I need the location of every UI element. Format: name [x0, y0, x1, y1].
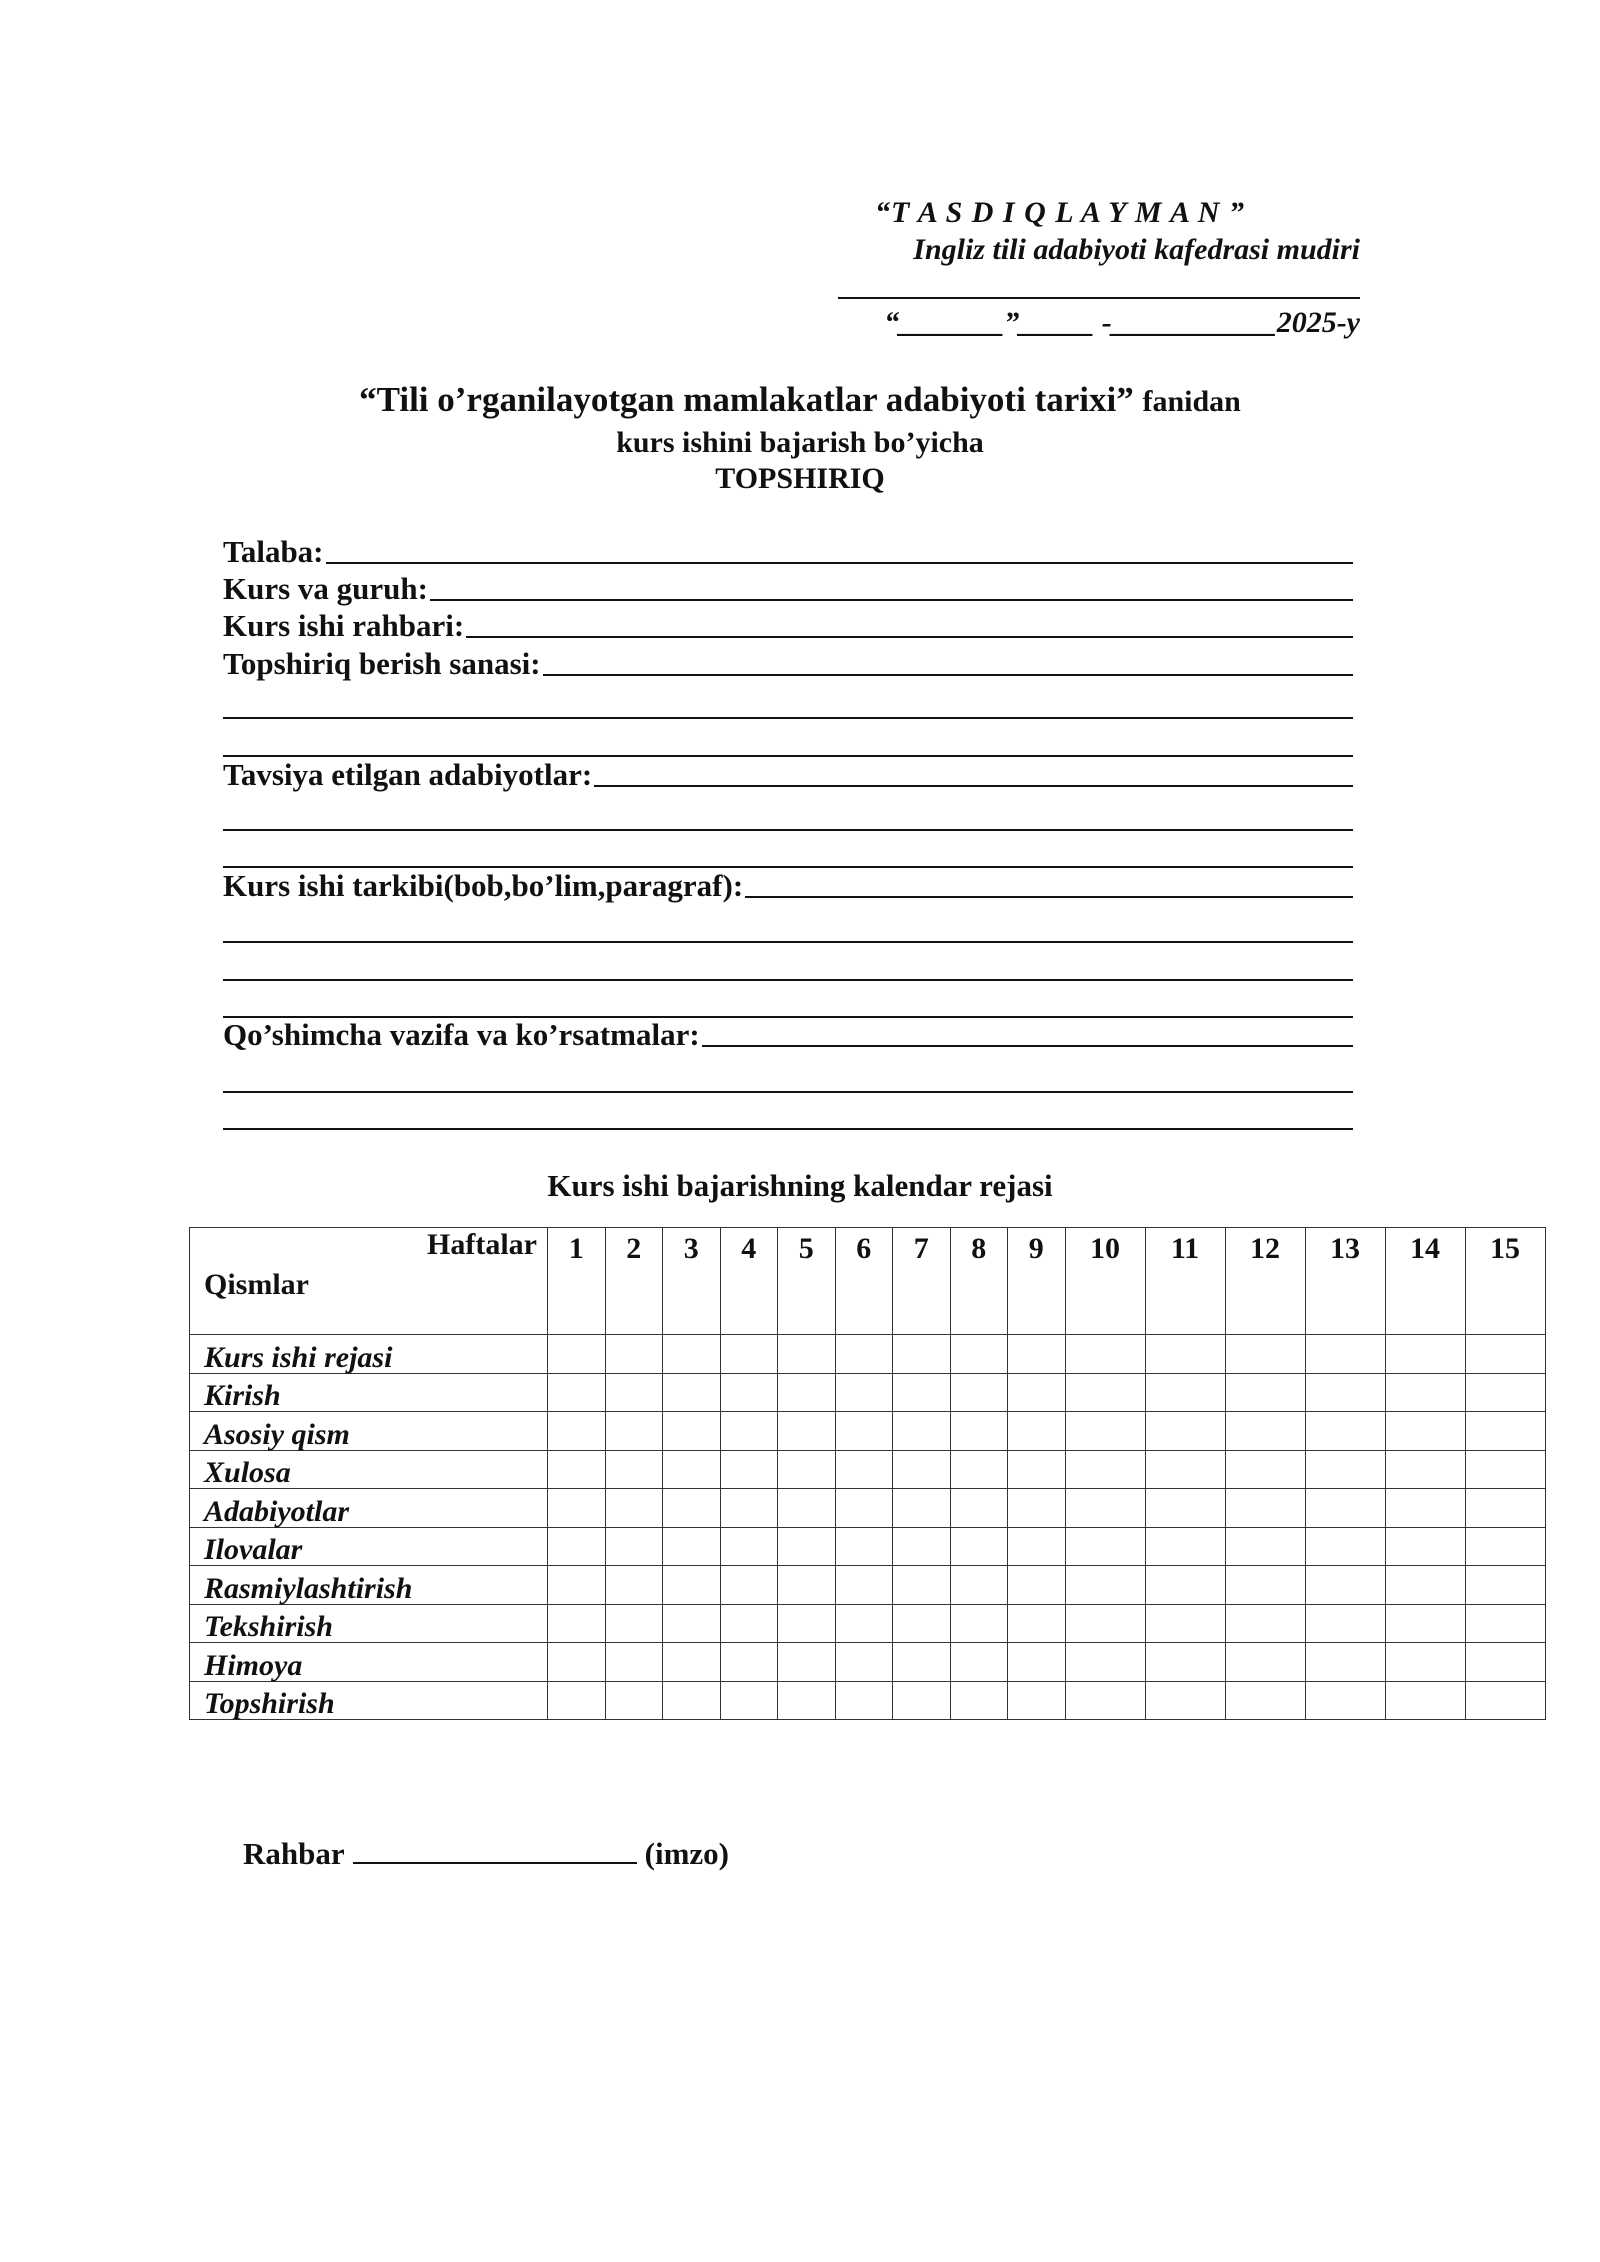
section-label: Kurs ishi rejasi — [190, 1335, 548, 1374]
schedule-cell[interactable] — [548, 1489, 606, 1528]
week-header-cell: 9 — [1008, 1228, 1066, 1335]
schedule-cell[interactable] — [1065, 1450, 1145, 1489]
signature-block — [243, 1836, 729, 1872]
schedule-cell[interactable] — [1225, 1681, 1305, 1720]
week-header-cell: 12 — [1225, 1228, 1305, 1335]
schedule-cell[interactable] — [720, 1412, 778, 1451]
schedule-cell[interactable] — [1385, 1489, 1465, 1528]
schedule-cell[interactable] — [1065, 1527, 1145, 1566]
schedule-cell[interactable] — [1385, 1527, 1465, 1566]
schedule-cell[interactable] — [1008, 1489, 1066, 1528]
schedule-cell[interactable] — [1145, 1489, 1225, 1528]
approval-date: “_______”_____ -___________2025-y — [884, 306, 1360, 339]
schedule-cell[interactable] — [1465, 1566, 1545, 1605]
field-literature-label: Tavsiya etilgan adabiyotlar: — [223, 757, 593, 792]
document-subject — [0, 380, 1600, 420]
section-label: Ilovalar — [190, 1527, 548, 1566]
signature-note: (imzo) — [644, 1836, 729, 1871]
field-additional-label: Qo’shimcha vazifa va ko’rsatmalar: — [223, 1017, 700, 1052]
schedule-cell[interactable] — [1305, 1335, 1385, 1374]
schedule-cell[interactable] — [1305, 1566, 1385, 1605]
schedule-cell[interactable] — [778, 1373, 836, 1412]
schedule-cell[interactable] — [835, 1681, 893, 1720]
schedule-cell[interactable] — [950, 1643, 1008, 1682]
schedule-cell[interactable] — [1465, 1373, 1545, 1412]
week-header-cell: 8 — [950, 1228, 1008, 1335]
schedule-cell[interactable] — [1465, 1681, 1545, 1720]
schedule-cell[interactable] — [950, 1681, 1008, 1720]
schedule-cell[interactable] — [720, 1489, 778, 1528]
schedule-cell[interactable] — [835, 1450, 893, 1489]
schedule-cell[interactable] — [950, 1335, 1008, 1374]
schedule-cell[interactable] — [893, 1450, 951, 1489]
schedule-cell[interactable] — [1065, 1643, 1145, 1682]
schedule-cell[interactable] — [548, 1643, 606, 1682]
calendar-row — [190, 1489, 1546, 1528]
schedule-cell[interactable] — [1305, 1527, 1385, 1566]
section-label: Xulosa — [190, 1450, 548, 1489]
schedule-cell[interactable] — [1145, 1335, 1225, 1374]
schedule-cell[interactable] — [605, 1604, 663, 1643]
schedule-cell[interactable] — [1065, 1335, 1145, 1374]
schedule-cell[interactable] — [950, 1489, 1008, 1528]
schedule-cell[interactable] — [1305, 1412, 1385, 1451]
schedule-cell[interactable] — [1465, 1335, 1545, 1374]
schedule-cell[interactable] — [548, 1527, 606, 1566]
approval-role: Ingliz tili adabiyoti kafedrasi mudiri — [913, 233, 1360, 266]
week-header-cell: 2 — [605, 1228, 663, 1335]
schedule-cell[interactable] — [1305, 1681, 1385, 1720]
schedule-cell[interactable] — [1465, 1643, 1545, 1682]
schedule-cell[interactable] — [1008, 1566, 1066, 1605]
schedule-cell[interactable] — [1145, 1643, 1225, 1682]
schedule-cell[interactable] — [663, 1643, 721, 1682]
schedule-cell[interactable] — [950, 1373, 1008, 1412]
calendar-corner-cell — [190, 1228, 548, 1335]
calendar-row — [190, 1373, 1546, 1412]
schedule-cell[interactable] — [1065, 1681, 1145, 1720]
schedule-cell[interactable] — [605, 1335, 663, 1374]
field-supervisor[interactable] — [223, 607, 1353, 644]
schedule-cell[interactable] — [835, 1527, 893, 1566]
schedule-cell[interactable] — [1225, 1643, 1305, 1682]
field-course-group-line[interactable] — [430, 599, 1353, 601]
schedule-cell[interactable] — [835, 1566, 893, 1605]
schedule-cell[interactable] — [663, 1604, 721, 1643]
schedule-cell[interactable] — [893, 1643, 951, 1682]
blank-line[interactable] — [223, 717, 1353, 719]
document-subtitle: kurs ishini bajarish bo’yicha — [616, 426, 984, 459]
schedule-cell[interactable] — [1008, 1412, 1066, 1451]
field-supervisor-line[interactable] — [466, 636, 1353, 638]
schedule-cell[interactable] — [720, 1604, 778, 1643]
schedule-cell[interactable] — [1145, 1412, 1225, 1451]
schedule-cell[interactable] — [720, 1643, 778, 1682]
section-label: Adabiyotlar — [190, 1489, 548, 1528]
schedule-cell[interactable] — [663, 1412, 721, 1451]
schedule-cell[interactable] — [1008, 1373, 1066, 1412]
field-issue-date[interactable] — [223, 645, 1353, 682]
week-header-cell: 15 — [1465, 1228, 1545, 1335]
schedule-cell[interactable] — [1465, 1527, 1545, 1566]
schedule-cell[interactable] — [720, 1527, 778, 1566]
schedule-cell[interactable] — [720, 1373, 778, 1412]
schedule-cell[interactable] — [663, 1373, 721, 1412]
schedule-cell[interactable] — [548, 1681, 606, 1720]
field-additional-line[interactable] — [702, 1045, 1353, 1047]
schedule-cell[interactable] — [1008, 1450, 1066, 1489]
field-student[interactable] — [223, 533, 1353, 570]
schedule-cell[interactable] — [1008, 1335, 1066, 1374]
schedule-cell[interactable] — [950, 1604, 1008, 1643]
schedule-cell[interactable] — [893, 1681, 951, 1720]
schedule-cell[interactable] — [950, 1412, 1008, 1451]
field-literature-line[interactable] — [594, 785, 1353, 787]
calendar-row — [190, 1566, 1546, 1605]
schedule-cell[interactable] — [835, 1489, 893, 1528]
week-header-cell: 6 — [835, 1228, 893, 1335]
schedule-cell[interactable] — [720, 1681, 778, 1720]
schedule-cell[interactable] — [1465, 1604, 1545, 1643]
schedule-cell[interactable] — [950, 1450, 1008, 1489]
schedule-cell[interactable] — [605, 1412, 663, 1451]
week-header-cell: 10 — [1065, 1228, 1145, 1335]
schedule-cell[interactable] — [893, 1335, 951, 1374]
field-student-label: Talaba: — [223, 534, 324, 569]
schedule-cell[interactable] — [778, 1527, 836, 1566]
field-course-group-label: Kurs va guruh: — [223, 571, 428, 606]
week-header-cell: 3 — [663, 1228, 721, 1335]
blank-line[interactable] — [223, 1091, 1353, 1093]
schedule-cell[interactable] — [548, 1604, 606, 1643]
schedule-cell[interactable] — [605, 1566, 663, 1605]
schedule-cell[interactable] — [1385, 1681, 1465, 1720]
schedule-cell[interactable] — [605, 1643, 663, 1682]
schedule-cell[interactable] — [1225, 1566, 1305, 1605]
schedule-cell[interactable] — [663, 1450, 721, 1489]
schedule-cell[interactable] — [1145, 1450, 1225, 1489]
field-structure-label: Kurs ishi tarkibi(bob,bo’lim,paragraf): — [223, 868, 744, 903]
schedule-cell[interactable] — [835, 1335, 893, 1374]
schedule-cell[interactable] — [548, 1335, 606, 1374]
approval-title: “T A S D I Q L A Y M A N ” — [875, 196, 1245, 229]
schedule-cell[interactable] — [1225, 1373, 1305, 1412]
schedule-cell[interactable] — [950, 1566, 1008, 1605]
signature-line[interactable] — [353, 1862, 637, 1864]
field-course-group[interactable] — [223, 570, 1353, 607]
schedule-cell[interactable] — [893, 1566, 951, 1605]
calendar-row — [190, 1604, 1546, 1643]
schedule-cell[interactable] — [1008, 1604, 1066, 1643]
schedule-cell[interactable] — [1065, 1373, 1145, 1412]
schedule-cell[interactable] — [1385, 1373, 1465, 1412]
schedule-cell[interactable] — [605, 1489, 663, 1528]
schedule-cell[interactable] — [1225, 1604, 1305, 1643]
calendar-row — [190, 1643, 1546, 1682]
schedule-cell[interactable] — [663, 1335, 721, 1374]
section-label: Tekshirish — [190, 1604, 548, 1643]
schedule-cell[interactable] — [1008, 1643, 1066, 1682]
schedule-cell[interactable] — [1305, 1604, 1385, 1643]
schedule-cell[interactable] — [1385, 1412, 1465, 1451]
schedule-cell[interactable] — [1305, 1450, 1385, 1489]
schedule-cell[interactable] — [605, 1527, 663, 1566]
schedule-cell[interactable] — [778, 1681, 836, 1720]
schedule-cell[interactable] — [778, 1335, 836, 1374]
schedule-cell[interactable] — [548, 1450, 606, 1489]
signature-label: Rahbar — [243, 1836, 345, 1871]
schedule-cell[interactable] — [1065, 1489, 1145, 1528]
schedule-cell[interactable] — [1008, 1681, 1066, 1720]
calendar-title: Kurs ishi bajarishning kalendar rejasi — [547, 1168, 1053, 1203]
subject-suffix: fanidan — [1142, 385, 1241, 418]
schedule-cell[interactable] — [663, 1566, 721, 1605]
calendar-row — [190, 1450, 1546, 1489]
field-additional[interactable] — [223, 1016, 1353, 1053]
schedule-cell[interactable] — [1385, 1604, 1465, 1643]
week-header-cell: 11 — [1145, 1228, 1225, 1335]
field-literature[interactable] — [223, 756, 1353, 793]
calendar-row — [190, 1527, 1546, 1566]
schedule-cell[interactable] — [1465, 1412, 1545, 1451]
section-label: Topshirish — [190, 1681, 548, 1720]
schedule-cell[interactable] — [1065, 1566, 1145, 1605]
blank-line[interactable] — [223, 979, 1353, 981]
schedule-cell[interactable] — [663, 1489, 721, 1528]
schedule-cell[interactable] — [720, 1566, 778, 1605]
calendar-row — [190, 1681, 1546, 1720]
schedule-cell[interactable] — [1225, 1489, 1305, 1528]
blank-line[interactable] — [223, 941, 1353, 943]
schedule-cell[interactable] — [720, 1450, 778, 1489]
schedule-cell[interactable] — [663, 1681, 721, 1720]
week-header-cell: 13 — [1305, 1228, 1385, 1335]
schedule-cell[interactable] — [1225, 1412, 1305, 1451]
schedule-cell[interactable] — [1385, 1566, 1465, 1605]
schedule-cell[interactable] — [835, 1643, 893, 1682]
week-header-cell: 4 — [720, 1228, 778, 1335]
schedule-cell[interactable] — [1008, 1527, 1066, 1566]
schedule-cell[interactable] — [548, 1412, 606, 1451]
schedule-cell[interactable] — [893, 1604, 951, 1643]
field-student-line[interactable] — [326, 562, 1353, 564]
blank-line[interactable] — [223, 829, 1353, 831]
subject-title: “Tili o’rganilayotgan mamlakatlar adabiyoti tarixi” — [359, 380, 1134, 419]
schedule-cell[interactable] — [1465, 1489, 1545, 1528]
approval-signature-line — [838, 297, 1360, 299]
schedule-cell[interactable] — [835, 1373, 893, 1412]
schedule-cell[interactable] — [1145, 1527, 1225, 1566]
week-header-cell: 5 — [778, 1228, 836, 1335]
schedule-cell[interactable] — [778, 1450, 836, 1489]
schedule-cell[interactable] — [720, 1335, 778, 1374]
schedule-cell[interactable] — [1305, 1489, 1385, 1528]
calendar-row — [190, 1412, 1546, 1451]
schedule-cell[interactable] — [1065, 1412, 1145, 1451]
field-supervisor-label: Kurs ishi rahbari: — [223, 608, 465, 643]
sections-label: Qismlar — [204, 1268, 309, 1301]
schedule-cell[interactable] — [1465, 1450, 1545, 1489]
schedule-cell[interactable] — [1385, 1335, 1465, 1374]
week-header-cell: 14 — [1385, 1228, 1465, 1335]
schedule-cell[interactable] — [1225, 1450, 1305, 1489]
document-title: TOPSHIRIQ — [715, 462, 885, 495]
calendar-body — [190, 1335, 1546, 1720]
blank-line[interactable] — [223, 1128, 1353, 1130]
section-label: Rasmiylashtirish — [190, 1566, 548, 1605]
schedule-cell[interactable] — [778, 1566, 836, 1605]
schedule-cell[interactable] — [1145, 1681, 1225, 1720]
field-issue-date-line[interactable] — [543, 674, 1353, 676]
schedule-cell[interactable] — [1305, 1643, 1385, 1682]
schedule-cell[interactable] — [1065, 1604, 1145, 1643]
schedule-cell[interactable] — [778, 1604, 836, 1643]
schedule-cell[interactable] — [778, 1643, 836, 1682]
week-header-cell: 7 — [893, 1228, 951, 1335]
field-structure[interactable] — [223, 867, 1353, 904]
section-label: Kirish — [190, 1373, 548, 1412]
calendar-header-row — [190, 1228, 1546, 1335]
schedule-cell[interactable] — [1385, 1450, 1465, 1489]
schedule-cell[interactable] — [893, 1527, 951, 1566]
schedule-cell[interactable] — [778, 1489, 836, 1528]
calendar-table — [189, 1227, 1546, 1720]
schedule-cell[interactable] — [893, 1373, 951, 1412]
schedule-cell[interactable] — [1225, 1335, 1305, 1374]
schedule-cell[interactable] — [1385, 1643, 1465, 1682]
week-header-cell: 1 — [548, 1228, 606, 1335]
schedule-cell[interactable] — [778, 1412, 836, 1451]
weeks-label: Haftalar — [427, 1228, 537, 1261]
schedule-cell[interactable] — [1305, 1373, 1385, 1412]
schedule-cell[interactable] — [1225, 1527, 1305, 1566]
field-issue-date-label: Topshiriq berish sanasi: — [223, 646, 541, 681]
schedule-cell[interactable] — [548, 1566, 606, 1605]
schedule-cell[interactable] — [835, 1412, 893, 1451]
schedule-cell[interactable] — [835, 1604, 893, 1643]
section-label: Himoya — [190, 1643, 548, 1682]
schedule-cell[interactable] — [893, 1489, 951, 1528]
schedule-cell[interactable] — [605, 1681, 663, 1720]
schedule-cell[interactable] — [663, 1527, 721, 1566]
schedule-cell[interactable] — [548, 1373, 606, 1412]
schedule-cell[interactable] — [605, 1450, 663, 1489]
schedule-cell[interactable] — [1145, 1566, 1225, 1605]
calendar-row — [190, 1335, 1546, 1374]
schedule-cell[interactable] — [1145, 1604, 1225, 1643]
schedule-cell[interactable] — [605, 1373, 663, 1412]
schedule-cell[interactable] — [950, 1527, 1008, 1566]
field-structure-line[interactable] — [745, 896, 1353, 898]
section-label: Asosiy qism — [190, 1412, 548, 1451]
schedule-cell[interactable] — [893, 1412, 951, 1451]
schedule-cell[interactable] — [1145, 1373, 1225, 1412]
